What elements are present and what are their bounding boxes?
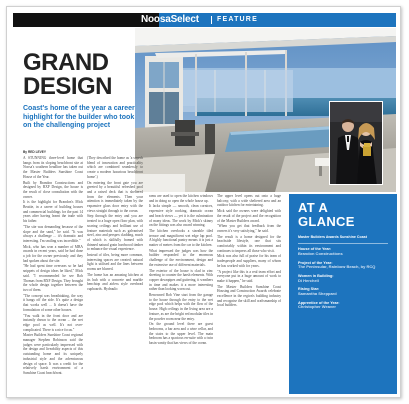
fact-value: Samantha Sheppard [298,290,337,296]
paragraph: Mick was also full of praise for his team of tradespeople and suppliers, many of whom he has worked with for years. [217,254,281,268]
paragraph: Mick said the owners were delighted with the result of the project and the recognition of the Master Builders award. [217,209,281,223]
paragraph: Built by Brandon Constructions and designed by BXF Design, the house is the result of close consultation with the owner. [23,180,83,199]
paragraph: "The site was demanding because of the slope and the sand," he said. "It was always a challenge ... it's dramatic and interesting. I'm smiling was incredible." [23,224,83,243]
sidebar-divider [298,243,388,244]
paragraph: "He had spent time overseas so he had snippets of design ideas he liked," Mick said. "I recommended he see Rob Thomas from BXF Design. They brought the whole design together between the two of them. [23,264,83,292]
sidebar-title-line-2: GLANCE [298,214,355,229]
paragraph: The kitchen overlooks a sizeable tiled terrace and magnificent wet edge lap pool. A highly functional pantry means it is just a matter of metres from the car to the kitchen. [149,228,213,248]
sidebar-title [298,201,388,229]
fact-label: House of the Year: [298,247,332,252]
paragraph: On entering the front gate you are greeted by a beautiful refreshed pool and a raised deck that is sheltered from the elements. Then your attention is immediately taken by the expansive glass door entry with the views straight through to the ocean. [87,180,143,213]
fact-item [298,287,388,296]
paragraph: On the ground level there are guest bedrooms, a bar area and a wine cellar, and the stairs to the upper level. The main bedroom has a spacious en-suite with a twin basin vanity that has views of the ocean. [149,322,213,346]
sidebar-title-line-1: AT A [298,200,329,215]
paragraph: Master Builders Sunshine Coast regional manager Stephen Robinson said the judges were particularly impressed with the design and liveability aspects of this outstanding home and its uniquely industrial style and the adventurous design of space. It was a credit for the relatively harsh environment of a Sunshine Coast beachfront. [23,333,83,375]
paragraph: "You walk in the front door and are instantly drawn to the ocean ... the wet edge pool as well. It's not over-complicated. There is a nice focus." [23,313,83,332]
header-separator [211,16,212,24]
fact-value: Christopher Weaver [298,304,336,310]
body-column-3 [149,194,213,392]
brand-part-2: Select [170,14,199,25]
paragraph: Mick, who has won a number of MBA awards in recent years, said he had done a job for the owner previously and they had spoken about the site. [23,244,83,263]
paragraph: The upper level opens out onto a huge balcony, with a wide sheltered area and an outdoor kitchen for entertaining. [217,194,281,208]
magazine-page [6,6,401,398]
fact-item [298,301,388,310]
paragraph: What impressed the judges was how the builder responded to the enormous challenge of the environment, design and the extensive use of different materials. [149,248,213,267]
fact-label: Apprentice of the Year: [298,300,340,305]
fact-value: The Peninsular, Rainbow Beach, by RCQ [298,264,376,270]
paragraph: The Master Builders Sunshine Coast Housing and Construction Awards celebrate excellence in the region's building industry and recognise the skill and craftsmanship of local builders. [217,284,281,308]
paragraph: "A project like this is a real team effort and everyone put in a huge amount of work to make it happen," he said. [217,269,281,283]
headline-line-1: GRAND [23,49,109,76]
body-column-1 [23,156,83,392]
sidebar-intro: Master Builders Awards Sunshine Coast [298,235,367,239]
fact-label: Project of the Year: [298,260,333,265]
headline-line-2: DESIGN [23,73,113,100]
paragraph: It is the highlight for Brandon's Mick Beattie, in a career of building houses and commercial buildings for the past 14 years after having learnt the trade with his father. [23,200,83,224]
page-header [13,13,396,27]
paragraph: It lacks simple — smooth, clean cornices, expensive style cooking, dramatic ocean and beach views — yet it is the culmination of many ideas. The work by Mick's skinny on the fittings was also award winning. [149,204,213,228]
paragraph: Step through the entry and you are treated to a huge open floor plan, with soaring ceilings and brilliant use of feature materials such as galvanised steel, zinc and perspex cladding, much of which is skilfully framed with thinned natural grain hardwood timber to enhance the visual experience. [87,214,143,252]
paragraph: rams are used to open the kitchen windows and in doing so open the whole house up. [149,194,213,203]
byline: By RED LEVEY [23,150,47,154]
fact-value: Di Herchell [298,277,319,283]
paragraph: (They described the home as 'a superb blend of innovation and practicality which are combined seamlessly to create a modern luxurious beachfront home'.) [87,156,143,179]
paragraph: Renowned Rob Vine start from the garage to the house through the entry to the wet edge pool which helps with the flow of the house. High ceilings in the living area are a feature, as are the bright red modular tiles in the powder room near the entry. [149,293,213,321]
couple-illustration [330,102,383,185]
paragraph: A STUNNING three-level home that hangs from its sloping beachfront site at Noosa's southern headline has taken out the Master Builders Sunshine Coast House of the Year. [23,156,83,179]
fact-item [298,261,388,270]
paragraph: "When you get that feedback from the owners it's very satisfying," he said. [217,224,281,233]
paragraph: Instead of tiles, being more common, interesting spaces are created; natural light is utilised and the lines between rooms are blurred. [87,253,143,272]
fact-value: Brandon Constructions [298,250,343,256]
paragraph: The result is a home designed for the beachside lifestyle, one that sits comfortably within its environment and continues to impress all those who visit. [217,234,281,253]
standfirst: Coast's home of the year a career highlight for the builder who took on the challenging project [23,105,135,130]
section-label: FEATURE [217,16,258,23]
paragraph: The exterior of the house is clad in zinc sheeting to counter the harsh elements. With copper downpipes and guttering, it weathers in time and makes it a more interesting rather than looking worn out. [149,268,213,292]
owners-photo [329,101,383,185]
paragraph: The home has an amazing kitchen at its hub with a concrete and marble benchtop and airless style overhead cupboards. Hydraulic [87,272,143,291]
magazine-brand [141,13,199,27]
paragraph: "The concept was breathtaking, the way it hangs off the side. It's quite a design that works well ... It doesn't have the formulation of some other houses. [23,293,83,312]
body-column-2 [87,156,143,392]
fact-item [298,247,388,256]
headline [23,51,143,99]
fact-label: Rising Star: [298,287,320,292]
fact-label: Women in Building: [298,273,334,278]
header-bar-black [13,13,159,27]
body-column-4 [217,194,281,392]
at-a-glance-sidebar [289,194,397,394]
fact-item [298,274,388,283]
brand-part-1: Noosa [141,14,171,25]
